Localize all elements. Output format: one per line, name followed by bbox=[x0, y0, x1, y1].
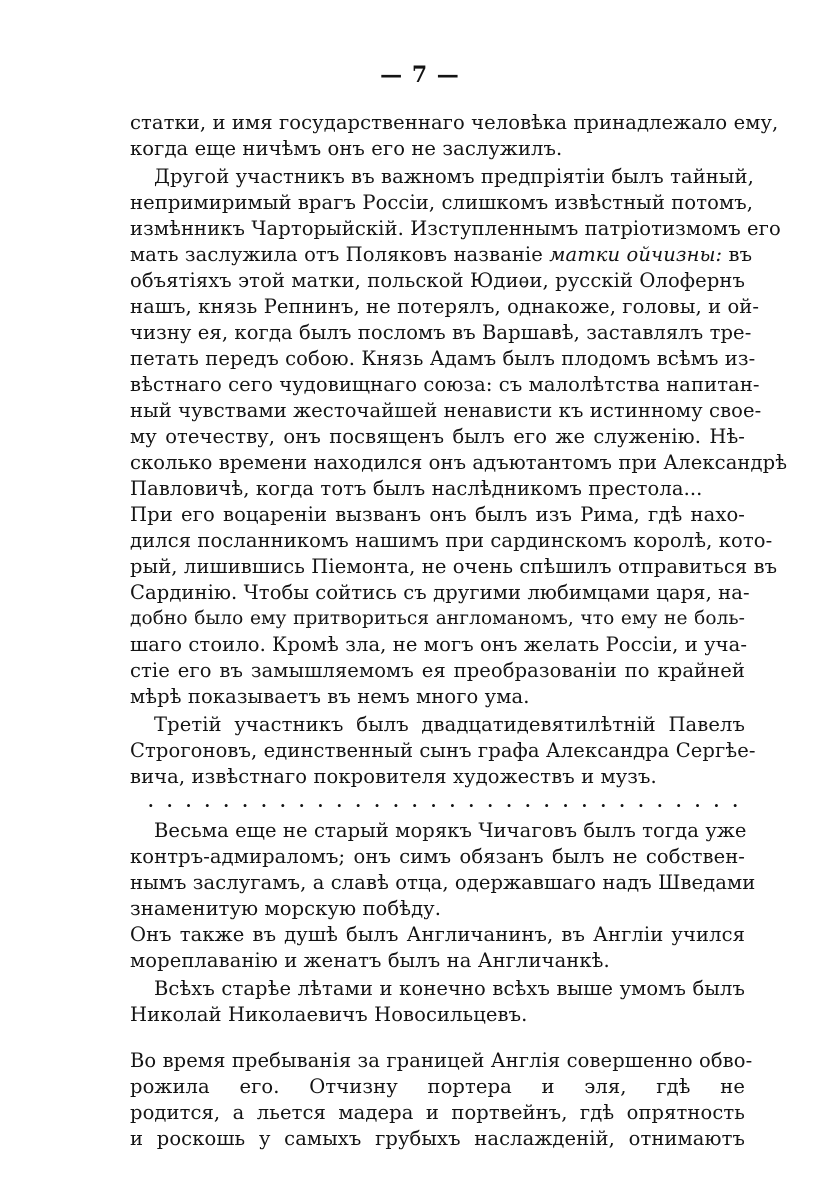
text-line: стіе его въ замышляемомъ ея преобразованіи по крайней bbox=[130, 659, 745, 682]
text-line: непримиримый врагъ Россіи, слишкомъ извѣстный потомъ, bbox=[130, 191, 754, 214]
text-segment: въ bbox=[728, 243, 753, 266]
text-line: родится, а льется мадера и портвейнъ, гдѣ опрятность bbox=[130, 1101, 745, 1124]
text-line: Другой участникъ въ важномъ предпріятіи былъ тайный, bbox=[154, 165, 754, 188]
text-line: Весьма еще не старый морякъ Чичаговъ былъ тогда уже bbox=[154, 819, 747, 842]
page-number: — 7 — bbox=[380, 62, 460, 88]
text-line: петать передъ собою. Князь Адамъ былъ плодомъ всѣмъ из- bbox=[130, 347, 756, 370]
text-line: добно было ему притвориться англоманомъ, что ему не боль- bbox=[130, 608, 745, 629]
text-line: вича, извѣстнаго покровителя художествъ и музъ. bbox=[130, 765, 657, 788]
text-line: мореплаванію и женатъ былъ на Англичанкѣ. bbox=[130, 949, 610, 972]
text-line: знаменитую морскую побѣду. bbox=[130, 897, 442, 920]
text-line: измѣнникъ Чарторыйскій. Изступленнымъ патріотизмомъ его bbox=[130, 217, 781, 240]
text-line: ный чувствами жесточайшей ненависти къ истинному свое- bbox=[130, 399, 762, 422]
text-segment: Отчизну портера и эля, гдѣ не bbox=[309, 1075, 745, 1098]
text-line: нашъ, князь Репнинъ, не потерялъ, однакоже, головы, и ой- bbox=[130, 295, 760, 318]
text-line: Онъ также въ душѣ былъ Англичанинъ, въ Англіи учился bbox=[130, 923, 745, 946]
text-line: Павловичѣ, когда тотъ былъ наслѣдникомъ престола... bbox=[130, 477, 703, 500]
text-line: рый, лишившись Піемонта, не очень спѣшилъ отправиться въ bbox=[130, 555, 778, 578]
text-line: чизну ея, когда былъ посломъ въ Варшавѣ, заставлялъ тре- bbox=[130, 321, 752, 344]
text-line: Сардинію. Чтобы сойтись съ другими любимцами царя, на- bbox=[130, 581, 750, 604]
text-line: мѣрѣ показываетъ въ немъ много ума. bbox=[130, 685, 530, 708]
text-line: нымъ заслугамъ, а славѣ отца, одержавшаго надъ Шведами bbox=[130, 871, 756, 894]
text-line: вѣстнаго сего чудовищнаго союза: съ малолѣтства напитан- bbox=[130, 373, 760, 396]
text-line: Всѣхъ старѣе лѣтами и конечно всѣхъ выше умомъ былъ bbox=[154, 977, 745, 1000]
text-line: контръ-адмираломъ; онъ симъ обязанъ былъ не собствен- bbox=[130, 845, 745, 868]
text-line: Строгоновъ, единственный сынъ графа Александра Сергѣе- bbox=[130, 739, 756, 762]
text-line: статки, и имя государственнаго человѣка принадлежало ему, bbox=[130, 111, 779, 134]
italic-phrase: матки ойчизны: bbox=[549, 243, 723, 266]
text-line: Во время пребыванія за границей Англія совершенно обво- bbox=[130, 1049, 753, 1072]
text-line: Третій участникъ былъ двадцатидевятилѣтній Павелъ bbox=[154, 713, 745, 736]
text-line: сколько времени находился онъ адъютантомъ при Александрѣ bbox=[130, 451, 788, 474]
text-line-mixed bbox=[130, 242, 753, 268]
text-line: когда еще ничѣмъ онъ его не заслужилъ. bbox=[130, 137, 563, 160]
text-line: му отечеству, онъ посвященъ былъ его же служенію. Нѣ- bbox=[130, 425, 745, 448]
text-line-split bbox=[130, 1074, 745, 1100]
text-line: При его воцареніи вызванъ онъ былъ изъ Рима, гдѣ нахо- bbox=[130, 503, 745, 526]
text-segment: рожила его. bbox=[130, 1075, 280, 1098]
text-line: шаго стоило. Кромѣ зла, не могъ онъ желать Россіи, и уча- bbox=[130, 633, 748, 656]
text-segment: мать заслужила отъ Поляковъ названіе bbox=[130, 243, 543, 266]
ellipsis-separator: . . . . . . . . . . . . . . . . . . . . . . . . . . . . . . . . bbox=[148, 792, 740, 811]
text-line: дился посланникомъ нашимъ при сардинскомъ королѣ, кото- bbox=[130, 529, 773, 552]
text-line: Николай Николаевичъ Новосильцевъ. bbox=[130, 1003, 528, 1026]
text-line: объятіяхъ этой матки, польской Юдиѳи, русскій Олофернъ bbox=[130, 269, 745, 292]
text-line: и роскошь у самыхъ грубыхъ наслажденій, отнимаютъ bbox=[130, 1127, 745, 1150]
